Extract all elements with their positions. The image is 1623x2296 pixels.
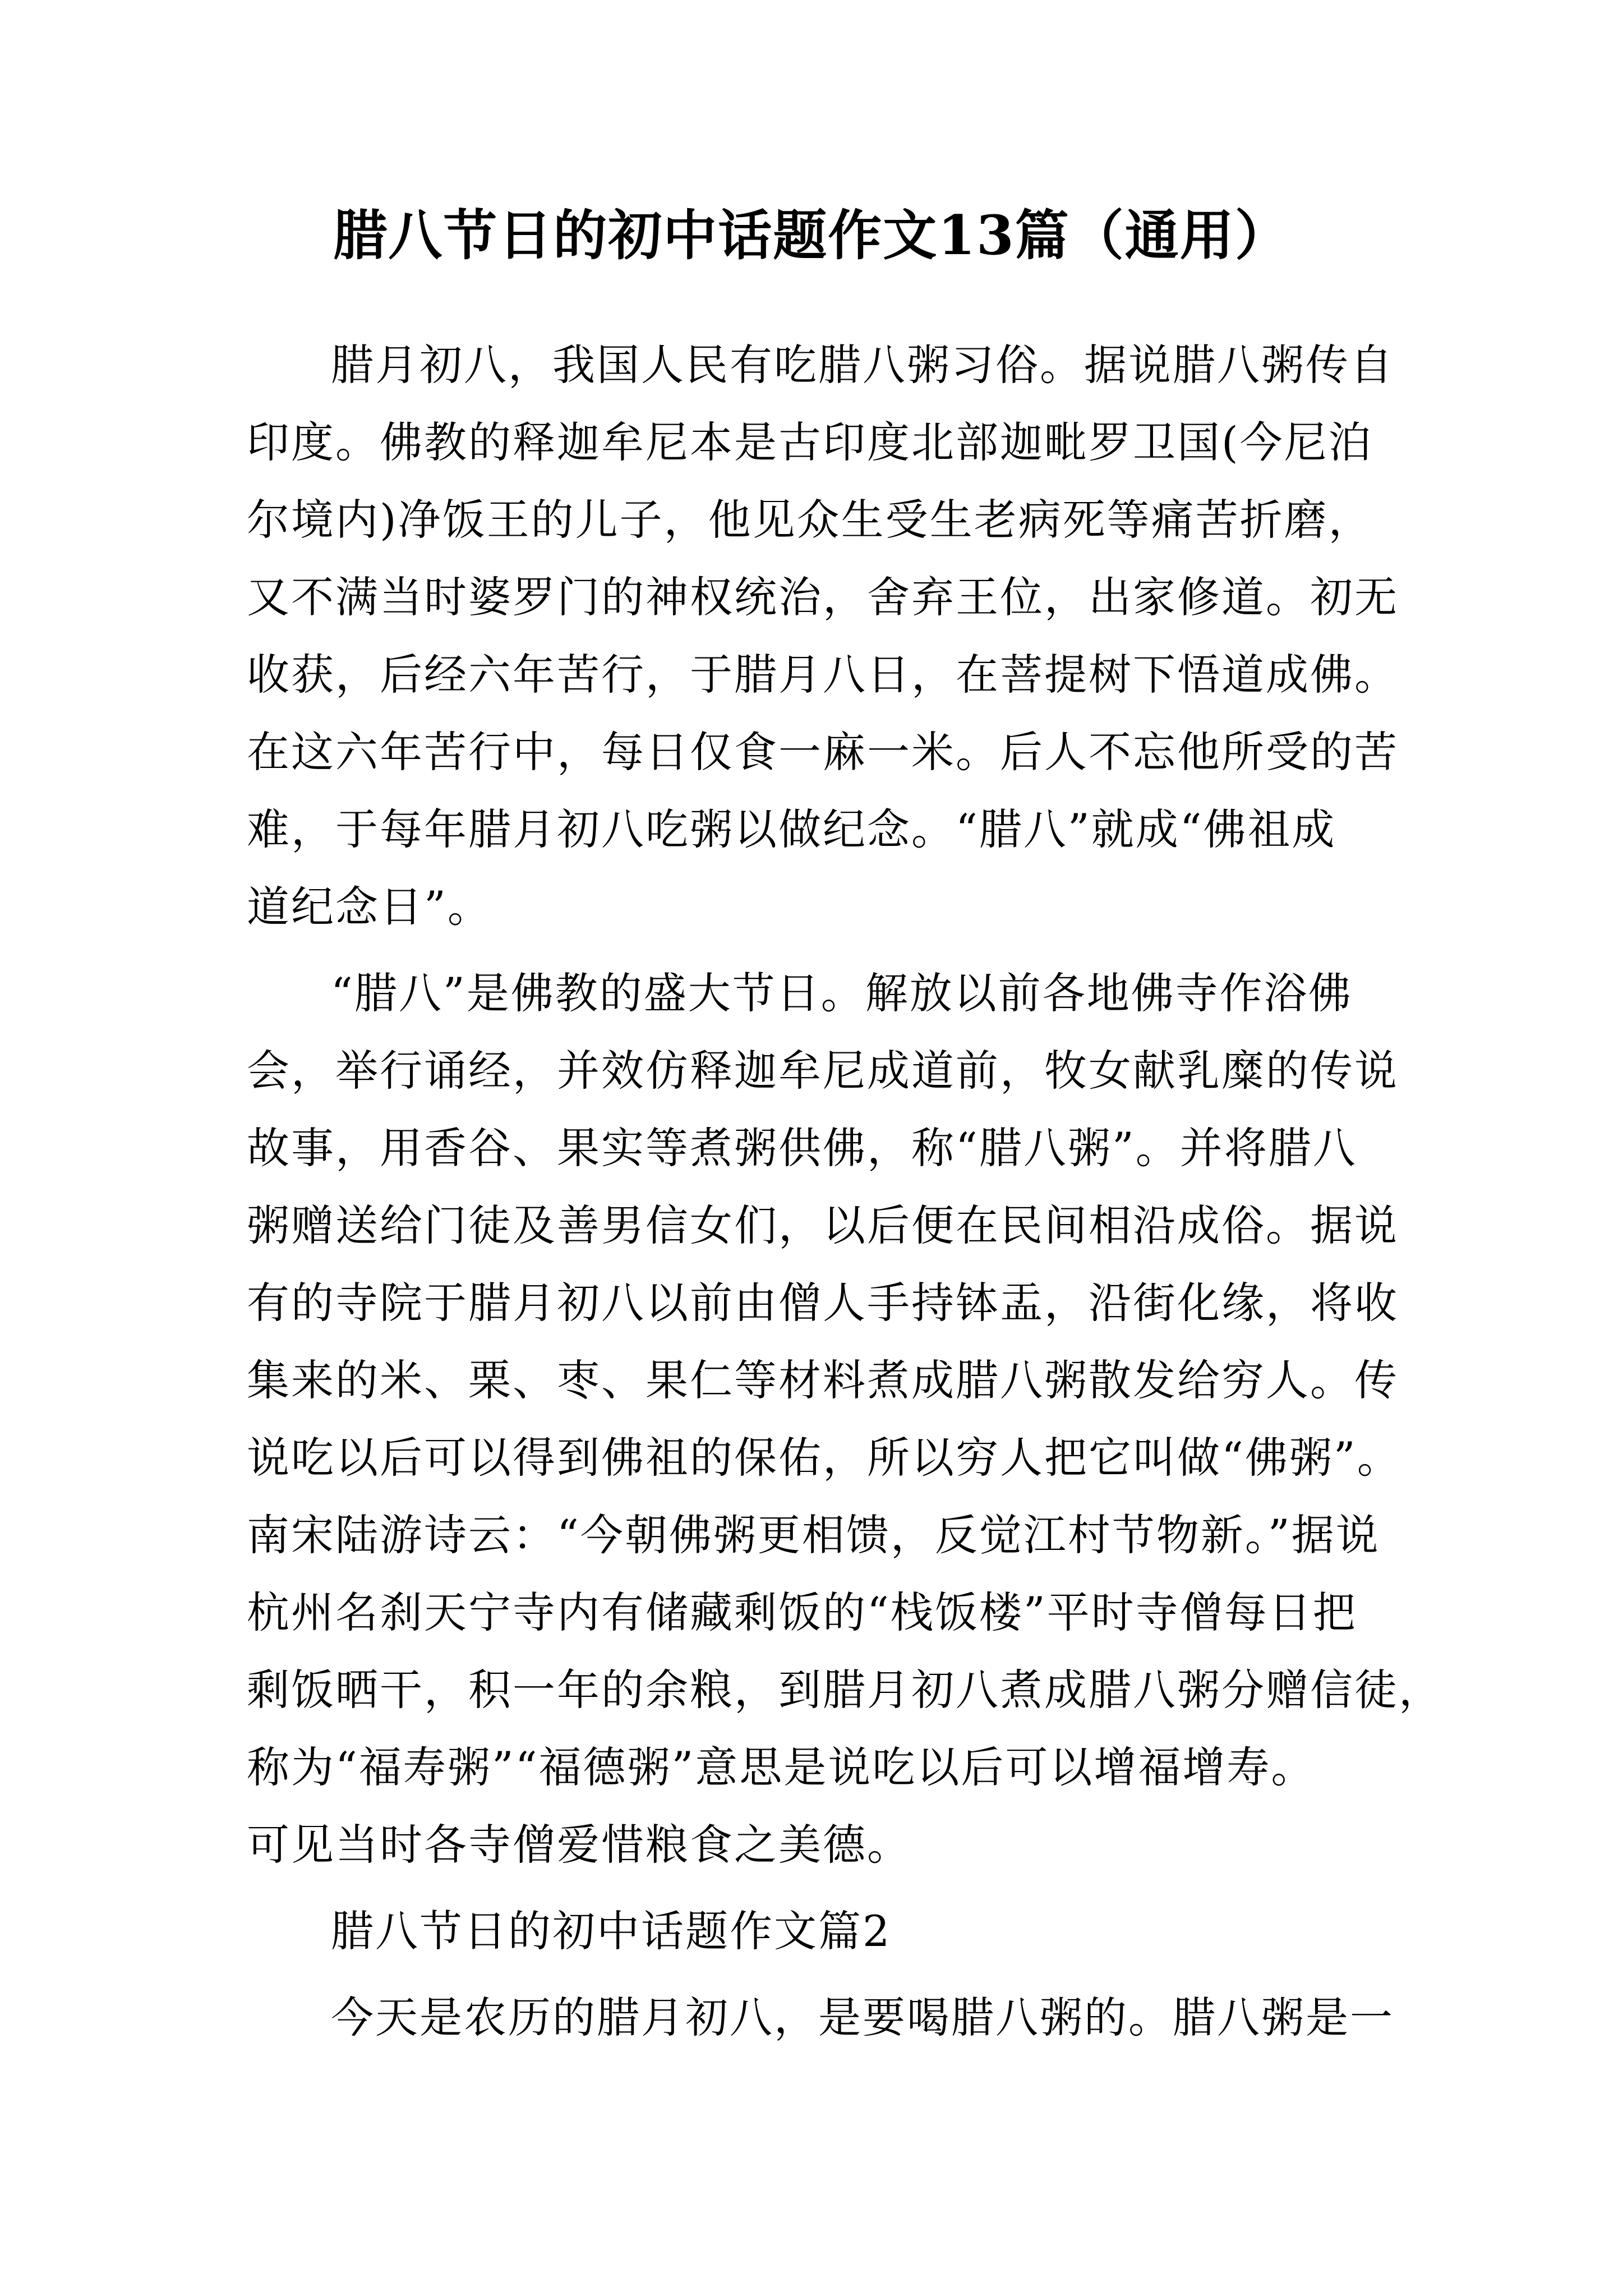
text-line: 又不满当时婆罗门的神权统治，舍弃王位，出家修道。初无	[247, 572, 1399, 622]
paragraph-1	[247, 326, 1399, 946]
text-line: 在这六年苦行中，每日仅食一麻一米。后人不忘他所受的苦	[247, 727, 1399, 777]
document-body	[247, 326, 1443, 2056]
text-line: 可见当时各寺僧爱惜粮食之美德。	[247, 1820, 911, 1870]
text-line: “腊八”是佛教的盛大节日。解放以前各地佛寺作浴佛	[331, 968, 1353, 1018]
text-line: 难，于每年腊月初八吃粥以做纪念。“腊八”就成“佛祖成	[247, 804, 1336, 854]
text-line: 剩饭晒干，积一年的余粮，到腊月初八煮成腊八粥分赠信徒，	[247, 1665, 1443, 1715]
text-line: 集来的米、栗、枣、果仁等材料煮成腊八粥散发给穷人。传	[247, 1355, 1399, 1405]
text-line: 有的寺院于腊月初八以前由僧人手持钵盂，沿街化缘，将收	[247, 1278, 1399, 1328]
text-line: 称为“福寿粥”“福德粥”意思是说吃以后可以增福增寿。	[247, 1742, 1316, 1792]
text-line: 印度。佛教的释迦牟尼本是古印度北部迦毗罗卫国(今尼泊	[247, 417, 1373, 467]
text-line: 道纪念日”。	[247, 882, 492, 932]
text-line: 腊月初八，我国人民有吃腊八粥习俗。据说腊八粥传自	[331, 340, 1394, 390]
paragraph-2	[247, 955, 1443, 1884]
text-line: 今天是农历的腊月初八，是要喝腊八粥的。腊八粥是一	[331, 1993, 1394, 2042]
text-line: 说吃以后可以得到佛祖的保佑，所以穷人把它叫做“佛粥”。	[247, 1433, 1401, 1483]
text-line: 杭州名刹天宁寺内有储藏剩饭的“栈饭楼”平时寺僧每日把	[247, 1588, 1357, 1637]
text-line: 会，举行诵经，并效仿释迦牟尼成道前，牧女献乳糜的传说	[247, 1046, 1399, 1096]
text-line: 粥赠送给门徒及善男信女们，以后便在民间相沿成俗。据说	[247, 1200, 1399, 1250]
text-line: 腊八节日的初中话题作文篇2	[331, 1906, 892, 1956]
text-line: 南宋陆游诗云：“今朝佛粥更相馈，反觉江村节物新。”据说	[247, 1510, 1380, 1560]
section-heading	[247, 1893, 1391, 1970]
paragraph-3	[247, 1979, 1394, 2056]
text-line: 故事，用香谷、果实等煮粥供佛，称“腊八粥”。并将腊八	[247, 1123, 1357, 1173]
text-line: 收获，后经六年苦行，于腊月八日，在菩提树下悟道成佛。	[247, 650, 1399, 700]
document-title: 腊八节日的初中话题作文13篇（通用）	[333, 204, 1290, 267]
text-line: 尔境内)净饭王的儿子，他见众生受生老病死等痛苦折磨，	[247, 495, 1373, 545]
